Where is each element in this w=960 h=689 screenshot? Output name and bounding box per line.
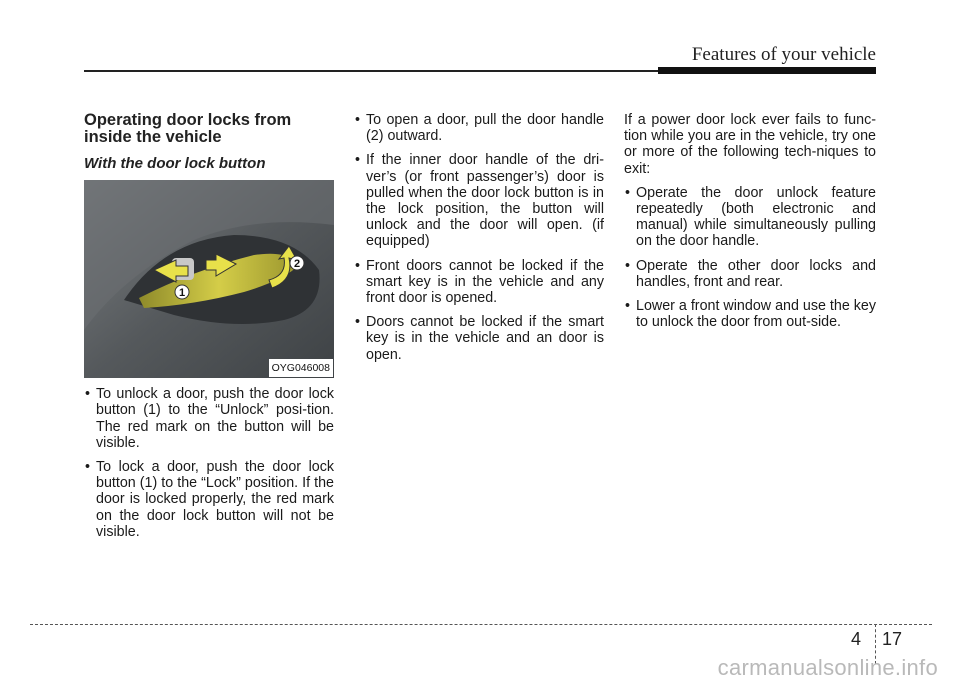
section-title (84, 112, 334, 146)
list-item: • To open a door, pull the door handle (2) outward. (354, 112, 604, 144)
section-subtitle: With the door lock button (84, 155, 266, 172)
column-3 (624, 112, 876, 338)
figure-code: OYG046008 (269, 359, 333, 377)
header-title: Features of your vehicle (691, 44, 876, 65)
column-2 (354, 112, 604, 371)
chapter-number: 4 (851, 629, 862, 649)
header-rule-accent (658, 67, 876, 74)
door-lock-figure (84, 180, 334, 378)
list-item: • Doors cannot be locked if the smart key is in the vehicle and an door is open. (354, 314, 604, 363)
exit-techniques-list (624, 185, 876, 331)
list-item: • Operate the other door locks and handles, front and rear. (624, 258, 876, 290)
column-1 (84, 112, 334, 548)
list-item: • If the inner door handle of the dri-ver’s (or front passenger’s) door is pulled when the door lock button is in the lock position, the button will unlock and the door will open. (if equipped) (354, 152, 604, 249)
callout-2: 2 (293, 258, 301, 271)
footer-rule (30, 624, 932, 625)
section-title-line1: Operating door locks from (84, 111, 292, 129)
intro-paragraph: If a power door lock ever fails to func-tion while you are in the vehicle, try one or more of the following tech-niques to exit: (624, 112, 876, 177)
list-item: • To unlock a door, push the door lock button (1) to the “Unlock” posi-tion. The red mark on the button will be visible. (84, 386, 334, 451)
section-title-line2: inside the vehicle (84, 128, 222, 146)
watermark: carmanualsonline.info (717, 655, 938, 680)
list-item: • Front doors cannot be locked if the smart key is in the vehicle and any front door is opened. (354, 258, 604, 307)
page-number: 17 (882, 629, 903, 649)
list-item: • Lower a front window and use the key to unlock the door from out-side. (624, 298, 876, 330)
header-rule (84, 70, 664, 72)
list-item: • Operate the door unlock feature repeatedly (both electronic and manual) while simultaneously pulling on the door handle. (624, 185, 876, 250)
unlock-lock-list (84, 386, 334, 540)
door-open-list (354, 112, 604, 363)
callout-1: 1 (178, 287, 186, 300)
list-item: • To lock a door, push the door lock button (1) to the “Lock” position. If the door is locked properly, the red mark on the door lock button will not be visible. (84, 459, 334, 540)
door-handle-illustration (84, 180, 334, 378)
